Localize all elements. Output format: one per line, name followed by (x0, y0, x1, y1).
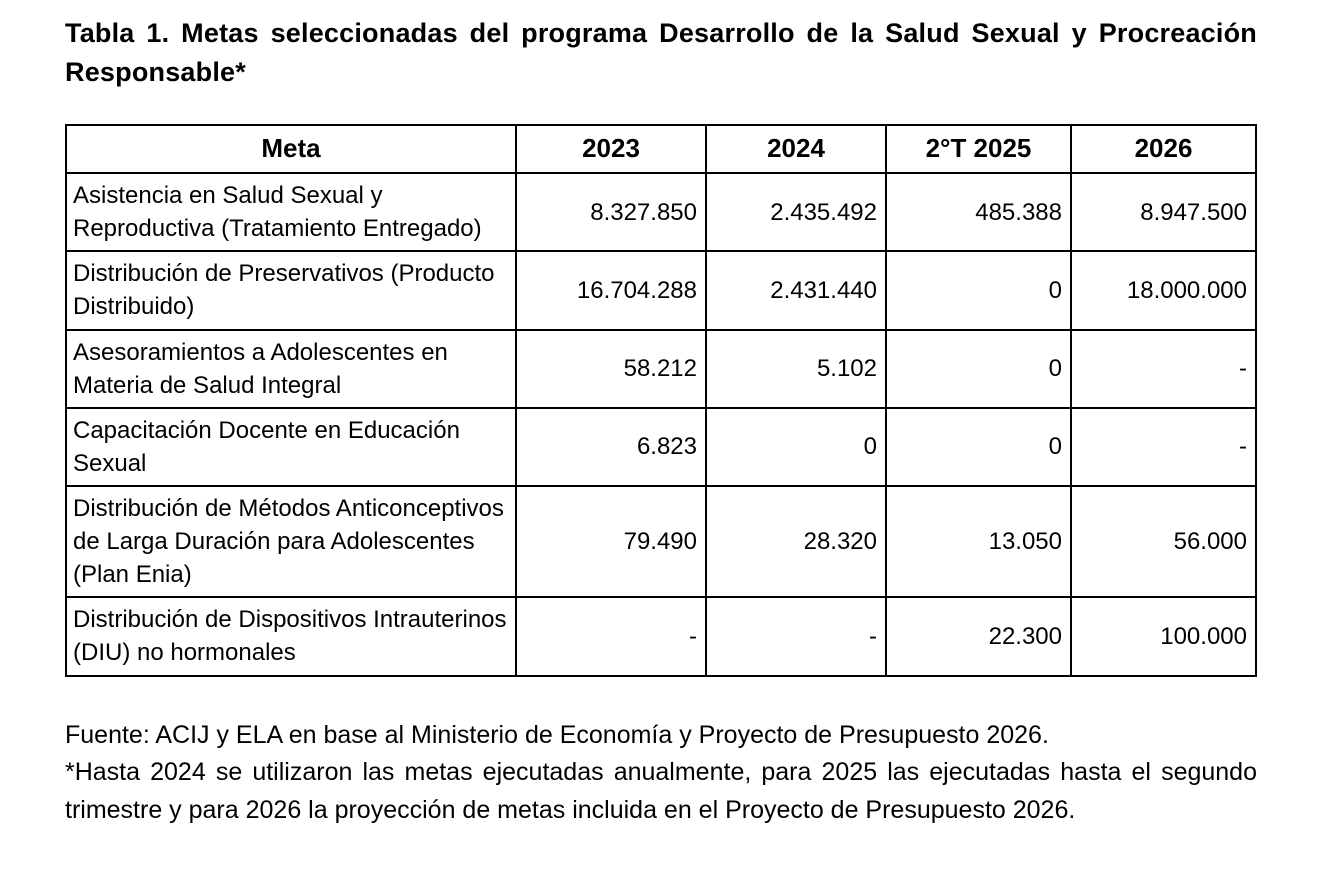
table-cell-value: 13.050 (886, 486, 1071, 597)
table-row (66, 408, 1256, 486)
table-cell-meta: Asesoramientos a Adolescentes en Materia de Salud Integral (66, 330, 516, 408)
table-cell-value: 18.000.000 (1071, 251, 1256, 329)
table-cell-value: 58.212 (516, 330, 706, 408)
table-cell-value: 16.704.288 (516, 251, 706, 329)
table-cell-value: 0 (886, 330, 1071, 408)
table-cell-meta: Distribución de Dispositivos Intrauterinos (DIU) no hormonales (66, 597, 516, 675)
table-cell-value: - (1071, 408, 1256, 486)
table-cell-value: 100.000 (1071, 597, 1256, 675)
source-note: Fuente: ACIJ y ELA en base al Ministerio de Economía y Proyecto de Presupuesto 2026. (65, 720, 1049, 749)
footnote: *Hasta 2024 se utilizaron las metas ejecutadas anualmente, para 2025 las ejecutadas hasta el segundo trimestre y para 2026 la proyección de metas incluida en el Proyecto de Presupuesto 2026. (65, 758, 1257, 824)
table-cell-value: 8.327.850 (516, 173, 706, 251)
table-cell-meta: Distribución de Preservativos (Producto Distribuido) (66, 251, 516, 329)
table-row (66, 486, 1256, 597)
table-cell-value: 56.000 (1071, 486, 1256, 597)
column-header-2024: 2024 (706, 125, 886, 173)
table-cell-value: 28.320 (706, 486, 886, 597)
table-cell-value: 485.388 (886, 173, 1071, 251)
table-cell-value: - (516, 597, 706, 675)
table-cell-value: - (706, 597, 886, 675)
table-cell-value: 5.102 (706, 330, 886, 408)
table-header-row (66, 125, 1256, 173)
column-header-2023: 2023 (516, 125, 706, 173)
table-cell-value: 8.947.500 (1071, 173, 1256, 251)
table-cell-meta: Distribución de Métodos Anticonceptivos de Larga Duración para Adolescentes (Plan Enia) (66, 486, 516, 597)
table-cell-value: 2.431.440 (706, 251, 886, 329)
table-row (66, 330, 1256, 408)
table-row (66, 173, 1256, 251)
table-cell-value: 0 (886, 408, 1071, 486)
column-header-meta: Meta (66, 125, 516, 173)
metas-table (65, 124, 1257, 676)
column-header-2026: 2026 (1071, 125, 1256, 173)
table-cell-meta: Capacitación Docente en Educación Sexual (66, 408, 516, 486)
table-footer (65, 717, 1257, 830)
column-header-2t-2025: 2°T 2025 (886, 125, 1071, 173)
table-cell-value: 79.490 (516, 486, 706, 597)
table-cell-value: 0 (886, 251, 1071, 329)
table-title: Tabla 1. Metas seleccionadas del programa Desarrollo de la Salud Sexual y Procreación Responsable* (65, 18, 1257, 88)
table-cell-value: - (1071, 330, 1256, 408)
table-row (66, 597, 1256, 675)
table-cell-value: 22.300 (886, 597, 1071, 675)
table-cell-value: 2.435.492 (706, 173, 886, 251)
table-cell-value: 6.823 (516, 408, 706, 486)
table-cell-meta: Asistencia en Salud Sexual y Reproductiva (Tratamiento Entregado) (66, 173, 516, 251)
table-row (66, 251, 1256, 329)
table-cell-value: 0 (706, 408, 886, 486)
